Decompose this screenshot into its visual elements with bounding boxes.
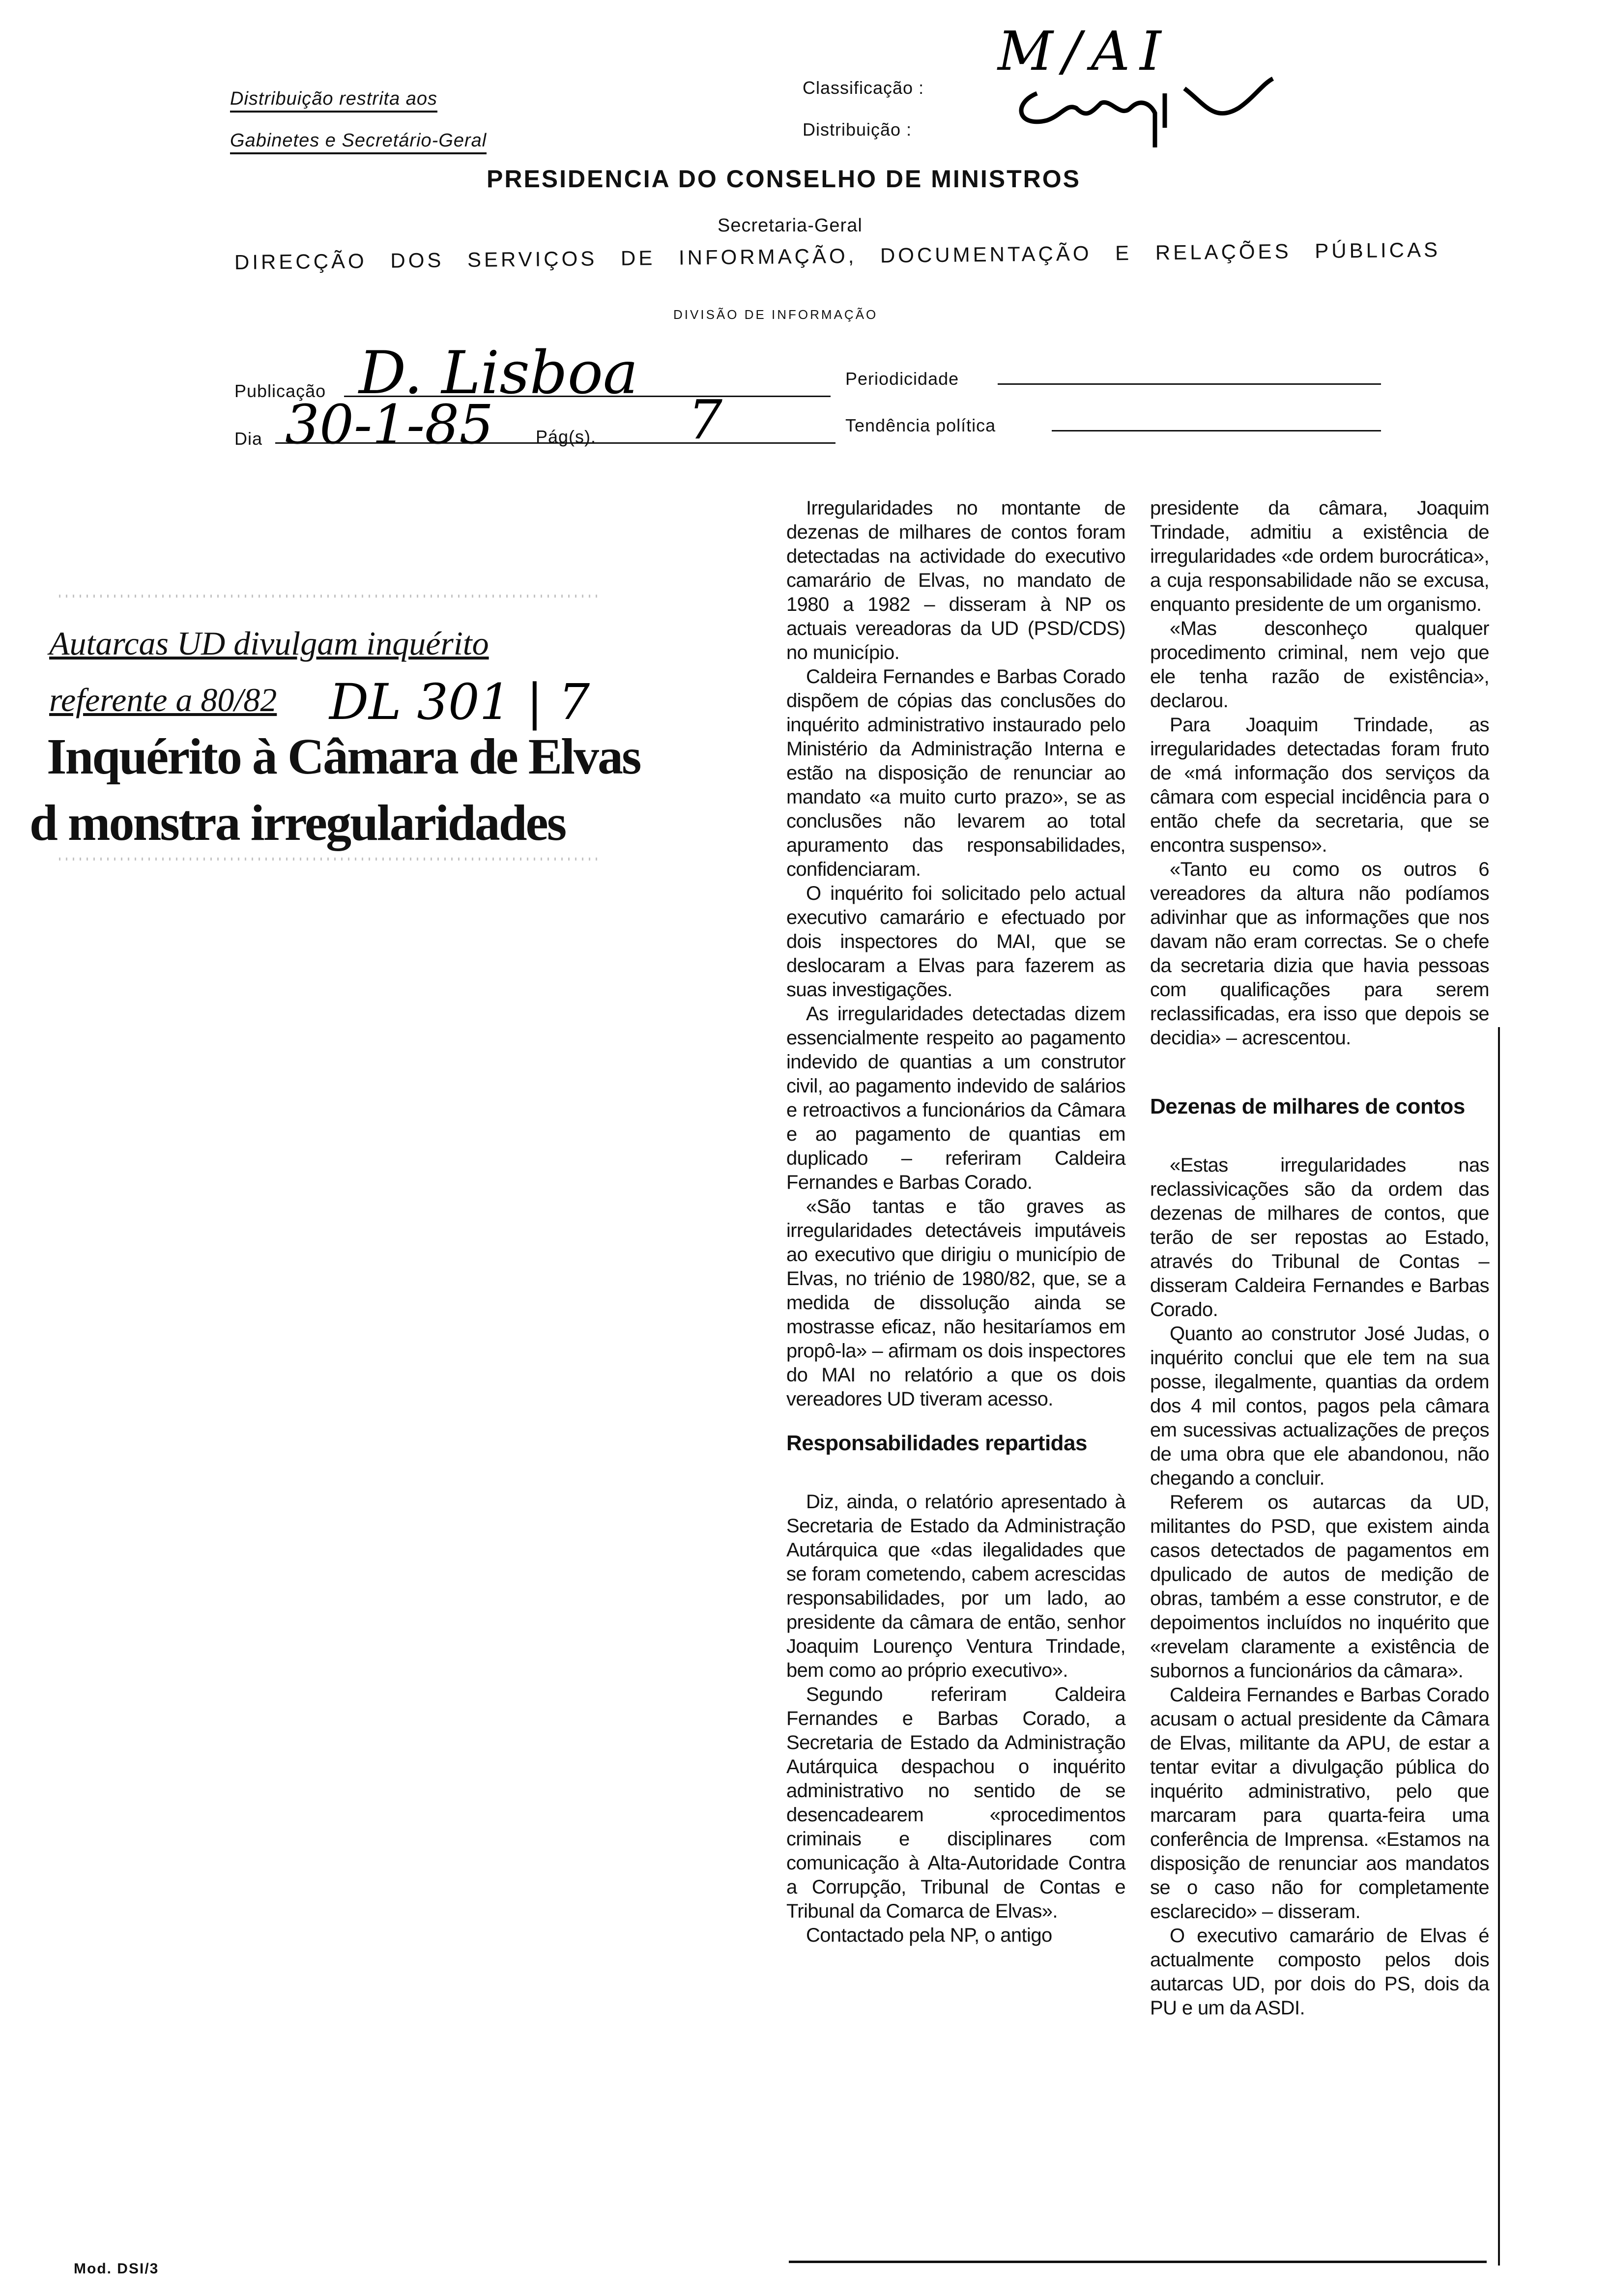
handwritten-signature (1008, 74, 1283, 152)
paragraph: Referem os autarcas da UD, militantes do PSD, que existem ainda casos detectados de pagamentos em dpulicado de autos de medição de obras, também a esse construtor, e de depoimentos incluídos no inquérito que «revelam claramente a existência de subornos a funcionários da câmara». (1150, 1492, 1489, 1682)
scan-noise (59, 858, 600, 861)
dia-value: 30-1-85 (285, 393, 494, 456)
paragraph: Caldeira Fernandes e Barbas Corado acusam o actual presidente da Câmara de Elvas, militante da APU, de estar a tentar evitar a divulgação pública do inquérito administrativo, pelo que marcaram para quarta-feira uma conferência de Imprensa. «Estamos na disposição de renunciar aos mandatos se o caso não for completamente esclarecido» – disseram. (1150, 1684, 1489, 1923)
periodicidade-line (998, 383, 1381, 385)
paragraph: presidente da câmara, Joaquim Trindade, admitiu a existência de irregularidades «de ordem burocrática», a cuja responsabilidade não se excusa, enquanto presidente de um organismo. (1150, 497, 1489, 615)
scan-noise (59, 595, 600, 598)
form-code: Mod. DSI/3 (74, 2261, 159, 2277)
paragraph: «Mas desconheço qualquer procedimento criminal, nem vejo que ele tenha razão de existência», declarou. (1150, 618, 1489, 712)
publicacao-value: D. Lisboa (359, 339, 638, 407)
article-column-2 (1150, 496, 1489, 2020)
secretaria-label: Secretaria-Geral (718, 215, 863, 236)
distribuicao-label: Distribuição : (803, 119, 912, 140)
article-column-1 (786, 496, 1125, 1948)
paragraph: As irregularidades detectadas dizem essencialmente respeito ao pagamento indevido de quantias a um construtor civil, ao pagamento indevido de salários e retroactivos a funcionários da Câmara e ao pagamento de quantias em duplicado – referiram Caldeira Fernandes e Barbas Corado. (786, 1003, 1125, 1193)
headline-line2: d monstra irregularidades (29, 795, 566, 851)
headline-line1: Inquérito à Câmara de Elvas (47, 728, 640, 785)
paragraph: «Estas irregularidades nas reclassivicações são da ordem das dezenas de milhares de contos, que terão de ser repostas ao Estado, através do Tribunal de Contas – disseram Caldeira Fernandes e Barbas Corado. (1150, 1154, 1489, 1320)
paragraph: Diz, ainda, o relatório apresentado à Secretaria de Estado da Administração Autárquica que «das ilegalidades que se foram cometendo, cabem acrescidas responsabilidades, por um lado, ao presidente da câmara de então, senhor Joaquim Lourenço Ventura Trindade, bem como ao próprio executivo». (786, 1491, 1125, 1681)
pags-label: Pág(s). (536, 427, 597, 447)
paragraph: Segundo referiram Caldeira Fernandes e Barbas Corado, a Secretaria de Estado da Administração Autárquica despachou o inquérito administrativo no sentido de se desencadearem «procedimentos criminais e disciplinares com comunicação à Alta-Autoridade Contra a Corrupção, Tribunal de Contas e Tribunal da Comarca de Elvas». (786, 1684, 1125, 1922)
paragraph: «São tantas e tão graves as irregularidades detectáveis imputáveis ao executivo que dirigiu o município de Elvas, no triénio de 1980/82, que, se a medida de dissolução ainda se mostrasse eficaz, não hesitaríamos em propô-la» – afirmam os dois inspectores do MAI no relatório a que os dois vereadores UD tiveram acesso. (786, 1196, 1125, 1410)
subheading: Dezenas de milhares de contos (1150, 1094, 1465, 1119)
handwritten-annotation: M/AI (998, 20, 1171, 83)
paragraph: Para Joaquim Trindade, as irregularidades detectadas foram fruto de «má informação dos serviços da câmara com especial incidência para o então chefe da secretaria, que se encontra suspenso». (1150, 714, 1489, 856)
periodicidade-label: Periodicidade (845, 369, 959, 389)
dia-line (275, 442, 835, 444)
paragraph: Caldeira Fernandes e Barbas Corado dispõem de cópias das conclusões do inquérito administrativo instaurado pelo Ministério da Administração Interna e estão na disposição de renunciar ao mandato «a muito curto prazo», se as conclusões não levarem ao total apuramento das responsabilidades, confidenciaram. (786, 666, 1125, 880)
paragraph: Contactado pela NP, o antigo (806, 1924, 1052, 1946)
handwritten-reference: DL 301 | 7 (329, 673, 590, 731)
division-label: DIVISÃO DE INFORMAÇÃO (673, 307, 878, 322)
subheading: Responsabilidades repartidas (786, 1431, 1087, 1455)
tendencia-label: Tendência política (845, 415, 996, 435)
paragraph: Irregularidades no montante de dezenas de milhares de contos foram detectadas na actividade do executivo camarário de Elvas, no mandato de 1980 a 1982 – disseram à NP os actuais vereadoras da UD (PSD/CDS) no município. (786, 497, 1125, 663)
organization-title: PRESIDENCIA DO CONSELHO DE MINISTROS (487, 165, 1081, 193)
restricted-distribution-line1: Distribuição restrita aos (230, 88, 437, 113)
paragraph: Quanto ao construtor José Judas, o inquérito conclui que ele tem na sua posse, ilegalmente, quantias da ordem dos 4 mil contos, pagos pela câmara em sucessivas actualizações de preços de uma obra que ele abandonou, não chegando a concluir. (1150, 1323, 1489, 1489)
direction-title: DIRECÇÃO DOS SERVIÇOS DE INFORMAÇÃO, DOCUMENTAÇÃO E RELAÇÕES PÚBLICAS (234, 238, 1441, 274)
paragraph: «Tanto eu como os outros 6 vereadores da altura não podíamos adivinhar que as informações que nos davam não eram correctas. Se o chefe da secretaria dizia que havia pessoas com qualificações para serem reclassificadas, era isso que depois se decidia» – acrescentou. (1150, 859, 1489, 1049)
paragraph: O executivo camarário de Elvas é actualmente composto pelos dois autarcas UD, por dois do PS, dois da PU e um da ASDI. (1150, 1925, 1489, 2019)
tendencia-line (1052, 430, 1381, 431)
kicker-line1: Autarcas UD divulgam inquérito (49, 625, 489, 662)
dia-label: Dia (234, 429, 263, 449)
classificacao-label: Classificação : (803, 78, 924, 98)
paragraph: O inquérito foi solicitado pelo actual executivo camarário e efectuado por dois inspectores do MAI, que se deslocaram a Elvas para fazerem as suas investigações. (786, 883, 1125, 1001)
restricted-distribution-line2: Gabinetes e Secretário-Geral (230, 130, 487, 154)
bottom-rule (789, 2261, 1487, 2263)
publicacao-label: Publicação (234, 381, 326, 401)
pags-value: 7 (688, 388, 722, 451)
column-divider (1498, 1027, 1500, 2266)
kicker-line2: referente a 80/82 (49, 681, 277, 718)
